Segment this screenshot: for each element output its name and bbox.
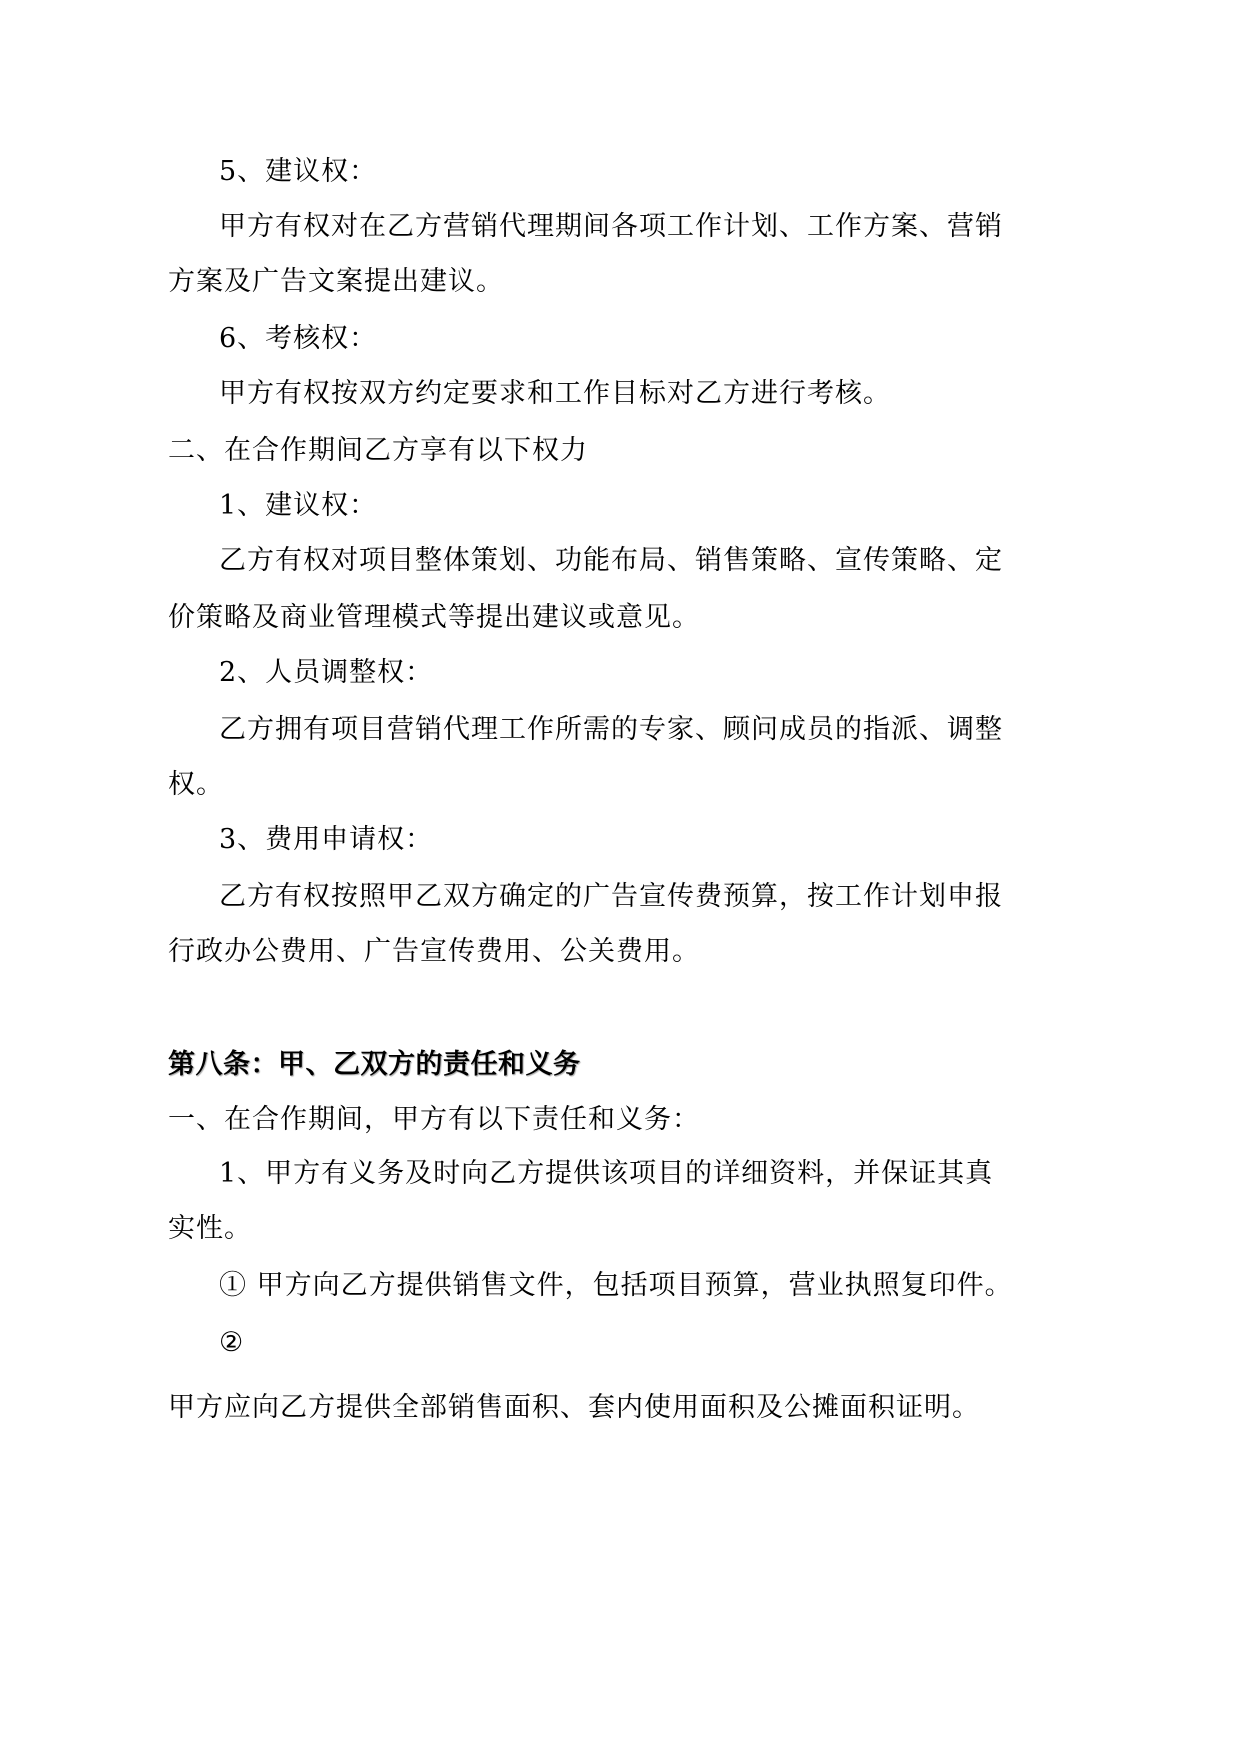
- paragraph-line: 乙方拥有项目营销代理工作所需的专家、顾问成员的指派、调整: [219, 714, 1003, 745]
- item-3-expense-right: 3、费用申请权：: [219, 824, 434, 855]
- section-one-heading: 一、在合作期间，甲方有以下责任和义务：: [168, 1104, 700, 1135]
- paragraph-line: 1、甲方有义务及时向乙方提供该项目的详细资料，并保证其真: [219, 1158, 994, 1189]
- paragraph-line: 甲方应向乙方提供全部销售面积、套内使用面积及公摊面积证明。: [168, 1392, 980, 1423]
- paragraph-line: 方案及广告文案提出建议。: [168, 266, 504, 297]
- section-two-heading: 二、在合作期间乙方享有以下权力: [168, 435, 588, 466]
- item-6-assessment-right: 6、考核权：: [219, 323, 378, 354]
- paragraph-line: 乙方有权按照甲乙双方确定的广告宣传费预算，按工作计划申报: [219, 881, 1003, 912]
- paragraph-line: 甲方有权对在乙方营销代理期间各项工作计划、工作方案、营销: [219, 211, 1003, 242]
- paragraph-line: 权。: [168, 769, 224, 800]
- item-1-suggestion-right: 1、建议权：: [219, 490, 378, 521]
- paragraph-line: 行政办公费用、广告宣传费用、公关费用。: [168, 936, 700, 967]
- item-5-suggestion-right: 5、建议权：: [219, 156, 378, 187]
- list-item-circled-1: ① 甲方向乙方提供销售文件，包括项目预算，营业执照复印件。: [219, 1270, 1013, 1301]
- item-2-personnel-right: 2、人员调整权：: [219, 657, 434, 688]
- paragraph-line: 实性。: [168, 1213, 252, 1244]
- paragraph-line: 乙方有权对项目整体策划、功能布局、销售策略、宣传策略、定: [219, 545, 1003, 576]
- paragraph-line: 价策略及商业管理模式等提出建议或意见。: [168, 602, 700, 633]
- list-marker-circled-2: ②: [219, 1327, 245, 1358]
- article-eight-heading: 第八条：甲、乙双方的责任和义务: [168, 1049, 581, 1080]
- paragraph-line: 甲方有权按双方约定要求和工作目标对乙方进行考核。: [219, 378, 891, 409]
